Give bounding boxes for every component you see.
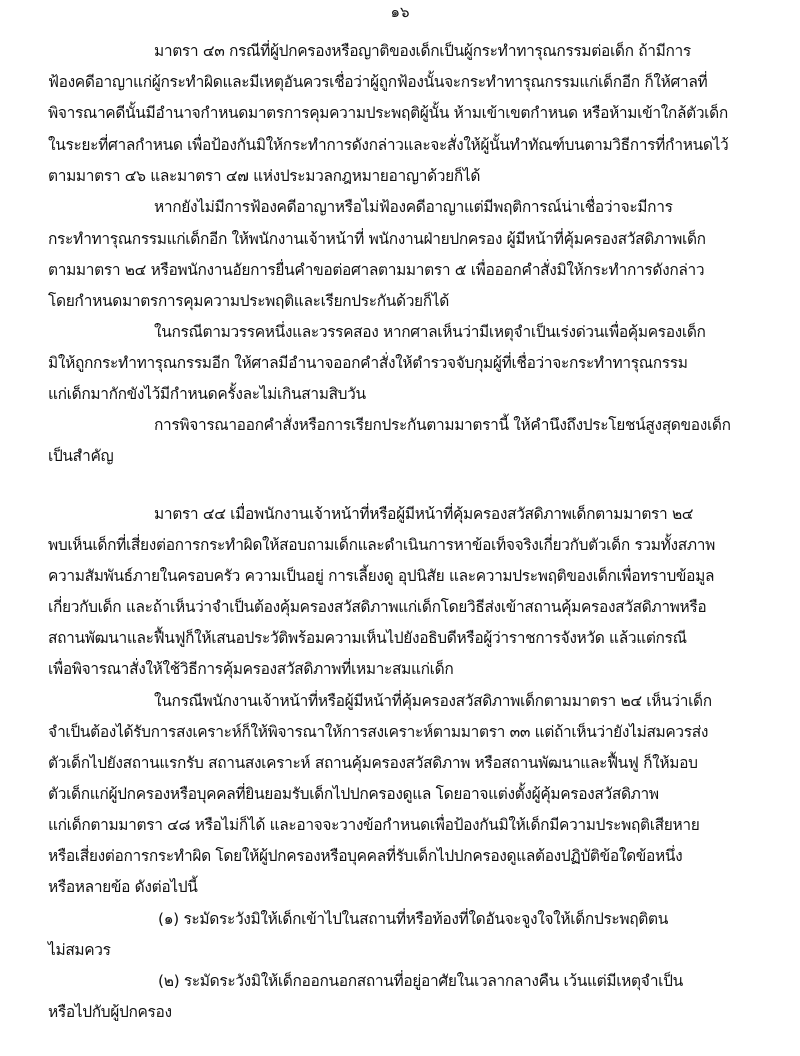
text-line: ความสัมพันธ์ภายในครอบครัว ความเป็นอยู่ การเลี้ยงดู อุปนิสัย และความประพฤติของเด็กเพื่อทราบข้อมูล	[48, 567, 715, 585]
text-line: มิให้ถูกกระทำทารุณกรรมอีก ให้ศาลมีอำนาจออกคำสั่งให้ตำรวจจับกุมผู้ที่เชื่อว่าจะกระทำทารุณกรรม	[48, 354, 688, 372]
text-line: ตัวเด็กไปยังสถานแรกรับ สถานสงเคราะห์ สถานคุ้มครองสวัสดิภาพ หรือสถานพัฒนาและฟื้นฟู ก็ให้มอบ	[48, 754, 698, 772]
text-line: โดยกำหนดมาตรการคุมความประพฤติและเรียกประกันด้วยก็ได้	[48, 292, 449, 310]
text-line: จำเป็นต้องได้รับการสงเคราะห์ก็ให้พิจารณาให้การสงเคราะห์ตามมาตรา ๓๓ แต่ถ้าเห็นว่ายังไม่สมควรส่ง	[48, 723, 709, 741]
text-line: พบเห็นเด็กที่เสี่ยงต่อการกระทำผิดให้สอบถามเด็กและดำเนินการหาข้อเท็จจริงเกี่ยวกับตัวเด็ก รวมทั้งสภาพ	[48, 536, 715, 554]
text-line: เกี่ยวกับเด็ก และถ้าเห็นว่าจำเป็นต้องคุ้มครองสวัสดิภาพแก่เด็กโดยวิธีส่งเข้าสถานคุ้มครองสวัสดิภาพหรือ	[48, 598, 707, 616]
text-line: (๑) ระมัดระวังมิให้เด็กเข้าไปในสถานที่หรือท้องที่ใดอันจะจูงใจให้เด็กประพฤติตน	[158, 910, 668, 928]
text-line: ในกรณีตามวรรคหนึ่งและวรรคสอง หากศาลเห็นว่ามีเหตุจำเป็นเร่งด่วนเพื่อคุ้มครองเด็ก	[154, 323, 706, 341]
text-line: การพิจารณาออกคำสั่งหรือการเรียกประกันตามมาตรานี้ ให้คำนึงถึงประโยชน์สูงสุดของเด็ก	[154, 416, 731, 434]
text-line: กระทำทารุณกรรมแก่เด็กอีก ให้พนักงานเจ้าหน้าที่ พนักงานฝ่ายปกครอง ผู้มีหน้าที่คุ้มครองสวัสดิภาพเด็ก	[48, 230, 706, 248]
text-line: หากยังไม่มีการฟ้องคดีอาญาหรือไม่ฟ้องคดีอาญาแต่มีพฤติการณ์น่าเชื่อว่าจะมีการ	[154, 198, 673, 216]
text-line: หรือเสี่ยงต่อการกระทำผิด โดยให้ผู้ปกครองหรือบุคคลที่รับเด็กไปปกครองดูแลต้องปฏิบัติข้อใดข้อหนึ่ง	[48, 847, 683, 865]
text-line: เป็นสำคัญ	[48, 447, 114, 465]
text-line: ในกรณีพนักงานเจ้าหน้าที่หรือผู้มีหน้าที่คุ้มครองสวัสดิภาพเด็กตามมาตรา ๒๔ เห็นว่าเด็ก	[154, 692, 712, 710]
text-line: ไม่สมควร	[48, 941, 111, 959]
text-line: มาตรา ๔๔ เมื่อพนักงานเจ้าหน้าที่หรือผู้มีหน้าที่คุ้มครองสวัสดิภาพเด็กตามมาตรา ๒๔	[154, 505, 694, 523]
text-line: พิจารณาคดีนั้นมีอำนาจกำหนดมาตรการคุมความประพฤติผู้นั้น ห้ามเข้าเขตกำหนด หรือห้ามเข้าใกล้ตัวเด็ก	[48, 104, 728, 122]
text-line: ตามมาตรา ๔๖ และมาตรา ๔๗ แห่งประมวลกฎหมายอาญาด้วยก็ได้	[48, 167, 481, 185]
text-line: ตัวเด็กแก่ผู้ปกครองหรือบุคคลที่ยินยอมรับเด็กไปปกครองดูแล โดยอาจแต่งตั้งผู้คุ้มครองสวัสดิภาพ	[48, 785, 659, 803]
text-line: หรือไปกับผู้ปกครอง	[48, 1003, 172, 1021]
text-line: แก่เด็กตามมาตรา ๔๘ หรือไม่ก็ได้ และอาจจะวางข้อกำหนดเพื่อป้องกันมิให้เด็กมีความประพฤติเสียหาย	[48, 816, 700, 834]
text-line: (๒) ระมัดระวังมิให้เด็กออกนอกสถานที่อยู่อาศัยในเวลากลางคืน เว้นแต่มีเหตุจำเป็น	[158, 972, 683, 990]
text-line: ตามมาตรา ๒๔ หรือพนักงานอัยการยื่นคำขอต่อศาลตามมาตรา ๕ เพื่อออกคำสั่งมิให้กระทำการดังกล่าว	[48, 261, 705, 279]
text-line: ในระยะที่ศาลกำหนด เพื่อป้องกันมิให้กระทำการดังกล่าวและจะสั่งให้ผู้นั้นทำทัณฑ์บนตามวิธีการที่กำหนดไว้	[48, 136, 729, 154]
text-line: หรือหลายข้อ ดังต่อไปนี้	[48, 878, 198, 896]
text-line: มาตรา ๔๓ กรณีที่ผู้ปกครองหรือญาติของเด็กเป็นผู้กระทำทารุณกรรมต่อเด็ก ถ้ามีการ	[154, 42, 691, 60]
page-number: ๑๖	[390, 3, 410, 21]
text-line: เพื่อพิจารณาสั่งให้ใช้วิธีการคุ้มครองสวัสดิภาพที่เหมาะสมแก่เด็ก	[48, 660, 454, 678]
text-line: สถานพัฒนาและฟื้นฟูก็ให้เสนอประวัติพร้อมความเห็นไปยังอธิบดีหรือผู้ว่าราชการจังหวัด แล้วแต่กรณี	[48, 629, 687, 647]
text-line: ฟ้องคดีอาญาแก่ผู้กระทำผิดและมีเหตุอันควรเชื่อว่าผู้ถูกฟ้องนั้นจะกระทำทารุณกรรมแก่เด็กอีก ก็ให้ศาลที่	[48, 73, 708, 91]
text-line: แก่เด็กมากักขังไว้มีกำหนดครั้งละไม่เกินสามสิบวัน	[48, 385, 366, 403]
